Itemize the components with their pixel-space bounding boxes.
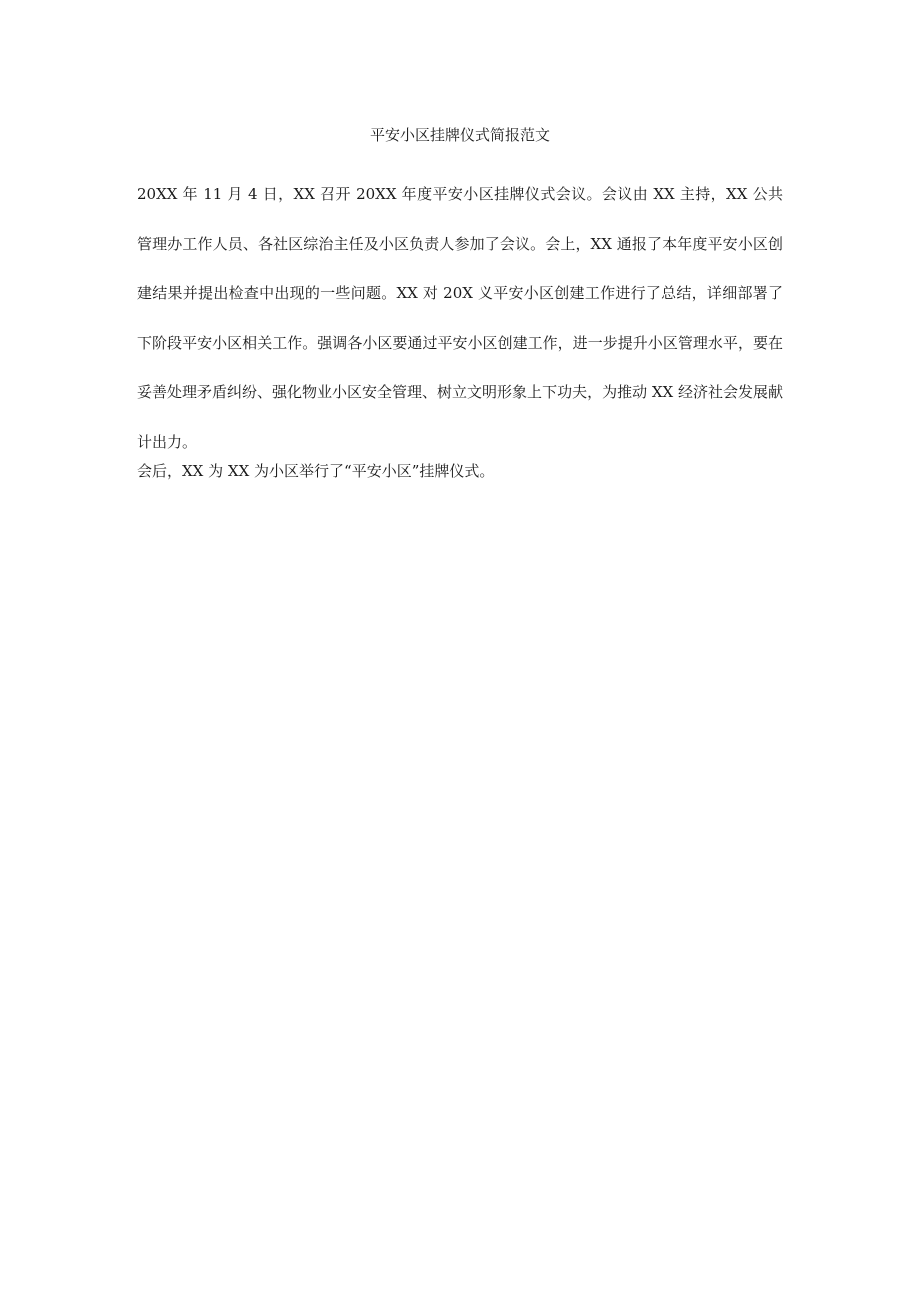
body-paragraph-2: 会后，XX 为 XX 为小区举行了“平安小区”挂牌仪式。 [137,462,495,480]
body-paragraph-1: 20XX 年 11 月 4 日，XX 召开 20XX 年度平安小区挂牌仪式会议。会议由 XX 主持，XX 公共管理办工作人员、各社区综治主任及小区负责人参加了会议。会上，XX 通报了本年度平安小区创建结果并提出检查中出现的一些问题。XX 对 20X 义平安小区创建工作进行了总结，详细部署了下阶段平安小区相关工作。强调各小区要通过平安小区创建工作，进一步提升小区管理水平，要在妥善处理矛盾纠纷、强化物业小区安全管理、树立文明形象上下功夫，为推动 XX 经济社会发展献计出力。 [137,185,783,451]
document-title: 平安小区挂牌仪式简报范文 [369,126,550,144]
